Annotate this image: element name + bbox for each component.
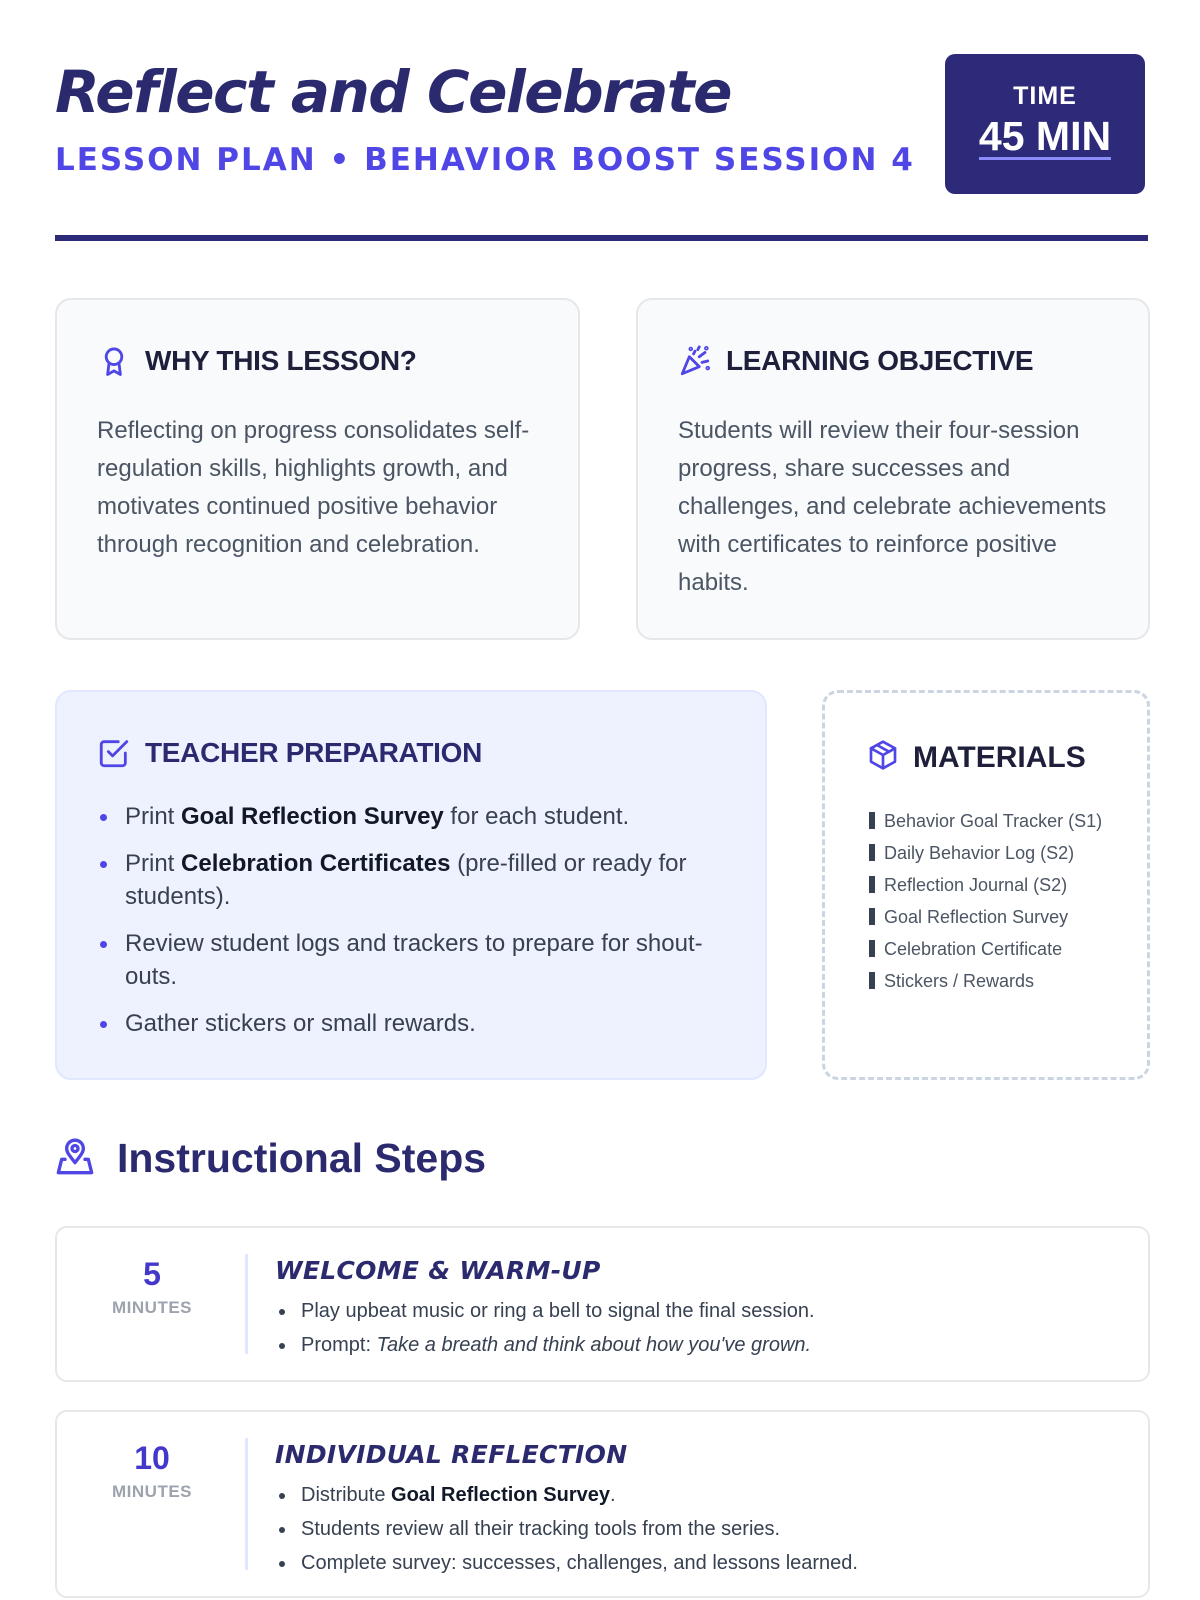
teacher-preparation-card (55, 690, 767, 1080)
package-box-icon (867, 739, 899, 776)
step-bullet: Prompt: Take a breath and think about how you've grown. (275, 1328, 815, 1362)
step-bullets (275, 1478, 858, 1580)
party-popper-icon (678, 344, 712, 378)
materials-card (822, 690, 1150, 1080)
instructional-steps-header (55, 1135, 486, 1182)
step-bullet: Students review all their tracking tools from the series. (275, 1512, 858, 1546)
preparation-item: Gather stickers or small rewards. (97, 1007, 737, 1040)
award-ribbon-icon (97, 344, 131, 378)
preparation-item: Review student logs and trackers to prepare for shout-outs. (97, 927, 737, 993)
material-item: Daily Behavior Log (S2) (869, 837, 1102, 869)
step-minutes: 5 (143, 1256, 161, 1292)
preparation-item: Print Celebration Certificates (pre-filled or ready for students). (97, 847, 737, 913)
material-item: Stickers / Rewards (869, 965, 1102, 997)
step-duration (57, 1254, 247, 1318)
material-item: Behavior Goal Tracker (S1) (869, 805, 1102, 837)
map-pin-icon (55, 1136, 95, 1181)
header-divider (55, 235, 1148, 241)
step-divider (245, 1254, 248, 1354)
why-lesson-card (55, 298, 580, 640)
preparation-item: Print Goal Reflection Survey for each student. (97, 800, 737, 833)
page-title: Reflect and Celebrate (55, 58, 731, 126)
learning-objective-header (678, 344, 1033, 378)
step-minutes-unit: MINUTES (112, 1482, 192, 1501)
learning-objective-card (636, 298, 1150, 640)
teacher-preparation-heading: TEACHER PREPARATION (145, 737, 483, 768)
step-bullet: Complete survey: successes, challenges, and lessons learned. (275, 1546, 858, 1580)
learning-objective-heading: LEARNING OBJECTIVE (726, 345, 1034, 376)
material-item: Celebration Certificate (869, 933, 1102, 965)
step-bullet: Play upbeat music or ring a bell to signal the final session. (275, 1294, 815, 1328)
step-minutes-unit: MINUTES (112, 1298, 192, 1317)
why-lesson-header (97, 344, 417, 378)
material-item: Goal Reflection Survey (869, 901, 1102, 933)
time-value: 45 MIN (978, 113, 1112, 159)
material-item: Reflection Journal (S2) (869, 869, 1102, 901)
why-lesson-heading: WHY THIS LESSON? (145, 345, 417, 376)
learning-objective-text: Students will review their four-session progress, share successes and challenges, and celebrate achievements with certificates to reinforce positive habits. (678, 417, 1107, 596)
instructional-steps-heading: Instructional Steps (117, 1135, 487, 1181)
preparation-list (97, 800, 737, 1054)
why-lesson-text: Reflecting on progress consolidates self-regulation skills, highlights growth, and motivates continued positive behavior through recognition and celebration. (97, 417, 530, 558)
materials-header (867, 739, 1086, 776)
step-card-reflection (55, 1410, 1150, 1598)
step-bullet: Distribute Goal Reflection Survey. (275, 1478, 858, 1512)
step-bullets (275, 1294, 815, 1362)
page-header (55, 50, 1145, 200)
teacher-preparation-header (97, 736, 482, 770)
time-label: TIME (1013, 82, 1077, 110)
step-card-welcome (55, 1226, 1150, 1382)
checkbox-icon (97, 736, 131, 770)
materials-heading: MATERIALS (913, 740, 1086, 774)
page-subtitle: LESSON PLAN • BEHAVIOR BOOST SESSION 4 (55, 142, 915, 178)
step-duration (57, 1438, 247, 1502)
step-minutes: 10 (134, 1440, 170, 1476)
materials-list (869, 805, 1102, 997)
step-title: INDIVIDUAL REFLECTION (275, 1440, 628, 1469)
step-title: WELCOME & WARM-UP (275, 1256, 601, 1285)
time-badge (945, 54, 1145, 194)
step-divider (245, 1438, 248, 1570)
